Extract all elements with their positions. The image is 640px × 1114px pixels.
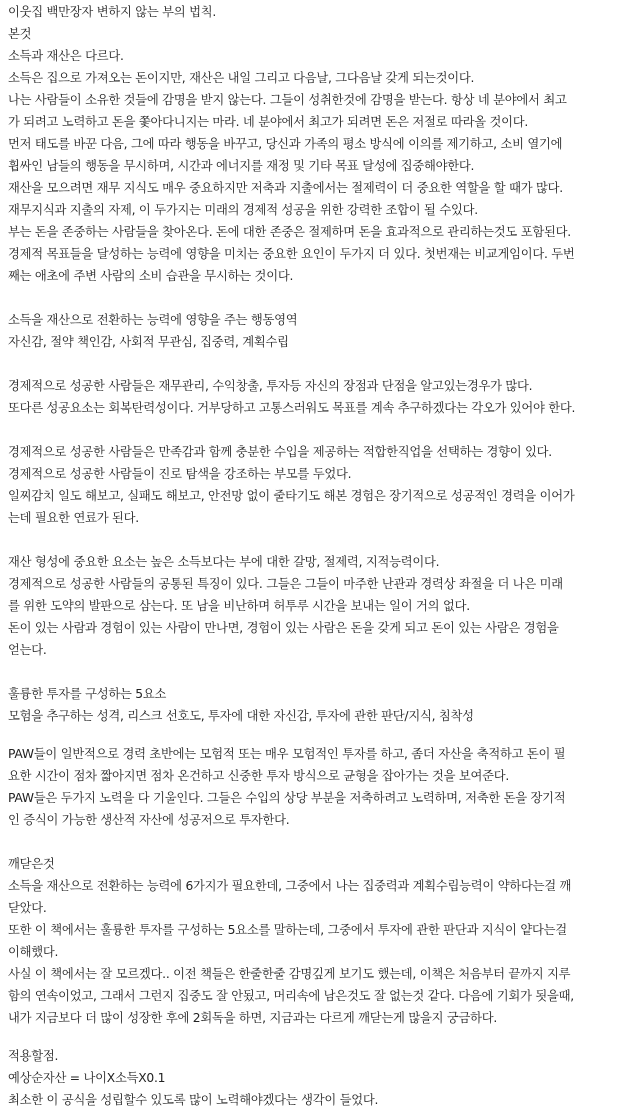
text-line: 사실 이 책에서는 잘 모르겠다.. 이전 책들은 한줄한줄 감명깊게 보기도 했는데, 이책은 처음부터 끝까지 지루 [8,967,571,981]
text-line: 나는 사람들이 소유한 것들에 감명을 받지 않는다. 그들이 성취한것에 감명을 받는다. 항상 네 분야에서 최고 [8,93,567,107]
text-line: 함의 연속이었고, 그래서 그런지 집중도 잘 안됬고, 머리속에 남은것도 잘 없는것 같다. 다음에 기회가 됫을때, [8,989,574,1003]
text-line: 째는 애초에 주변 사람의 소비 습관을 무시하는 것이다. [8,269,294,283]
text-line: 휩싸인 남들의 행동을 무시하며, 시간과 에너지를 재정 및 기타 목표 달성에 집중해야한다. [8,159,475,173]
text-line: 경제적으로 성공한 사람들은 재무관리, 수익창출, 투자등 자신의 장점과 단점을 알고있는경우가 많다. [8,379,533,393]
text-line: 인 증식이 가능한 생산적 자산에 성공저으로 투자한다. [8,813,290,827]
text-line: 가 되려고 노력하고 돈을 쫓아다니지는 마라. 네 분야에서 최고가 되려면 돈은 저절로 따라올 것이다. [8,115,529,129]
text-line: 먼저 태도를 바꾼 다음, 그에 따라 행동을 바꾸고, 당신과 가족의 평소 방식에 이의를 제기하고, 소비 열기에 [8,137,563,151]
text-line: 를 위한 도약의 발판으로 삼는다. 또 남을 비난하며 허투루 시간을 보내는 일이 거의 없다. [8,599,470,613]
text-line: 재산 형성에 중요한 요소는 높은 소득보다는 부에 대한 갈망, 절제력, 지적능력이다. [8,555,440,569]
text-line: 경제적 목표들을 달성하는 능력에 영향을 미치는 중요한 요인이 두가지 더 있다. 첫번재는 비교게임이다. 두번 [8,247,575,261]
text-line: 는데 필요한 연료가 된다. [8,511,139,525]
section-heading: 적용할점. [8,1049,59,1063]
text-line: 재산을 모으려면 재무 지식도 매우 중요하지만 저축과 지출에서는 절제력이 더 중요한 역할을 할 때가 많다. [8,181,563,195]
blank-line [8,420,634,440]
text-line: 또다른 성공요소는 회복탄력성이다. 거부당하고 고통스러워도 목표를 계속 추구하겠다는 각오가 있어야 한다. [8,401,576,415]
section-heading: 소득을 재산으로 전환하는 능력에 영향을 주는 행동영역 [8,313,298,327]
text-line: 부는 돈을 존중하는 사람들을 찾아온다. 돈에 대한 존중은 절제하며 돈을 효과적으로 관리하는것도 포함된다. [8,225,571,239]
section-heading: 깨닫은것 [8,857,55,871]
text-line: 소득을 재산으로 전환하는 능력에 6가지가 필요한데, 그중에서 나는 집중력과 계획수립능력이 약하다는걸 깨 [8,879,572,893]
text-line: 본것 [8,27,32,41]
blank-line [8,354,634,374]
text-line: 일찌감치 일도 해보고, 실패도 해보고, 안전망 없이 줄타기도 해본 경험은 장기적으로 성공적인 경력을 이어가 [8,489,575,503]
text-line: 얻는다. [8,643,47,657]
text-line: 경제적으로 성공한 사람들의 공통된 특징이 있다. 그들은 그들이 마주한 난관과 경력상 좌절을 더 나은 미래 [8,577,563,591]
text-line: 소득은 집으로 가져오는 돈이지만, 재산은 내일 그리고 다음날, 그다음날 갖게 되는것이다. [8,71,475,85]
blank-line [8,662,634,682]
text-line: 이해했다. [8,945,59,959]
text-line: 자신감, 절약 책인감, 사회적 무관심, 집중력, 계획수립 [8,335,289,349]
text-line: 닫았다. [8,901,47,915]
text-line: 재무지식과 지출의 자제, 이 두가지는 미래의 경제적 성공을 위한 강력한 조합이 될 수있다. [8,203,478,217]
text-line: 경제적으로 성공한 사람들이 진로 탐색을 강조하는 부모를 두었다. [8,467,352,481]
text-line: PAW들은 두가지 노력을 다 기울인다. 그들은 수입의 상당 부분을 저축하려고 노력하며, 저축한 돈을 장기적 [8,791,566,805]
text-line: 요한 시간이 점차 짧아지면 점차 온건하고 신중한 투자 방식으로 균형을 잡아가는 것을 보여준다. [8,769,510,783]
text-line: PAW들이 일반적으로 경력 초반에는 모험적 또는 매우 모험적인 투자를 하고, 좀더 자산을 축적하고 돈이 필 [8,747,566,761]
text-line: 내가 지금보다 더 많이 성장한 후에 2회독을 하면, 지금과는 다르게 깨닫는게 많을지 궁금하다. [8,1011,498,1025]
formula-line: 예상순자산 = 나이X소득X0.1 [8,1071,166,1085]
text-line: 소득과 재산은 다르다. [8,49,124,63]
blank-line [8,288,634,308]
text-line: 모험을 추구하는 성격, 리스크 선호도, 투자에 대한 자신감, 투자에 관한 판단/지식, 침착성 [8,709,474,723]
blank-line [8,832,634,852]
text-line: 경제적으로 성공한 사람들은 만족감과 함께 충분한 수입을 제공하는 적합한직업을 선택하는 경향이 있다. [8,445,552,459]
text-line: 이웃집 백만장자 변하지 않는 부의 법칙. [8,5,217,19]
text-line: 최소한 이 공식을 성립할수 있도록 많이 노력해야겠다는 생각이 들었다. [8,1093,379,1107]
blank-line [8,530,634,550]
text-line: 또한 이 책에서는 훌륭한 투자를 구성하는 5요소를 말하는데, 그중에서 투자에 관한 판단과 지식이 얕다는걸 [8,923,567,937]
text-line: 돈이 있는 사람과 경험이 있는 사람이 만나면, 경험이 있는 사람은 돈을 갖게 되고 돈이 있는 사람은 경험을 [8,621,559,635]
section-heading: 훌륭한 투자를 구성하는 5요소 [8,687,167,701]
